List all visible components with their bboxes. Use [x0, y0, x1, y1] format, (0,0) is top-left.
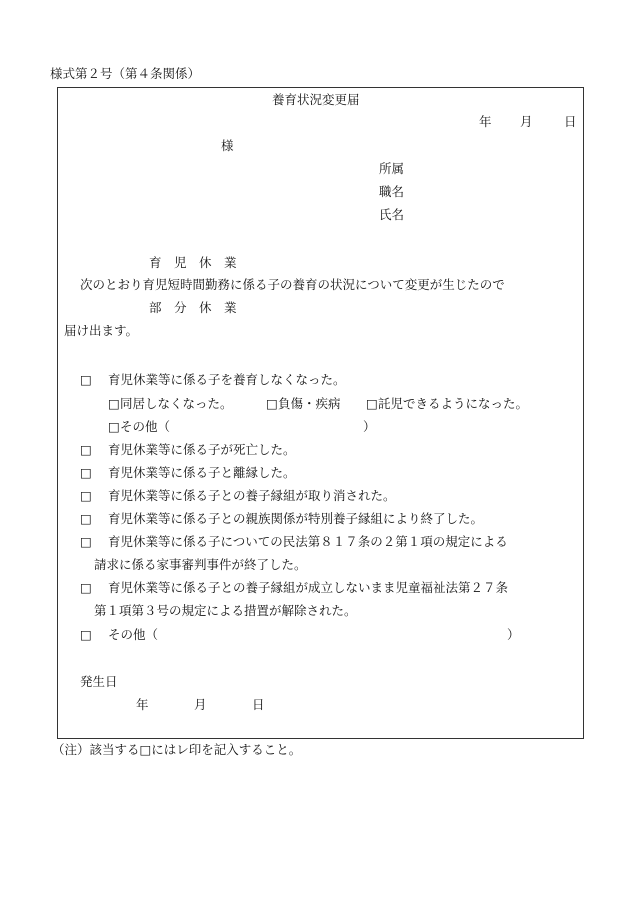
date-day-label: 日	[564, 114, 577, 129]
date-month-label: 月	[520, 114, 533, 129]
leave-type-childcare: 育 児 休 業	[149, 255, 237, 270]
position-label: 職名	[379, 184, 405, 199]
checkbox-daycare[interactable]: □	[366, 396, 378, 411]
item-1-text: 育児休業等に係る子を養育しなくなった。	[108, 372, 346, 387]
checkbox-item-1[interactable]: □	[80, 372, 92, 387]
item-6-text: 育児休業等に係る子についての民法第８１７条の２第１項の規定による	[108, 534, 508, 549]
sub-option-no-cohabit: 同居しなくなった。	[120, 396, 233, 411]
item-5-text: 育児休業等に係る子との親族関係が特別養子縁組により終了した。	[108, 511, 484, 526]
checkbox-item-2[interactable]: □	[80, 442, 92, 457]
footnote: （注）該当する□にはレ印を記入すること。	[52, 742, 302, 757]
checkbox-item-other[interactable]: □	[80, 627, 92, 642]
checkbox-item-3[interactable]: □	[80, 465, 92, 480]
checkbox-item-7[interactable]: □	[80, 580, 92, 595]
item-other-close: ）	[507, 627, 520, 642]
sub-option-other: その他（	[120, 419, 171, 434]
name-label: 氏名	[379, 207, 405, 222]
item-2-text: 育児休業等に係る子が死亡した。	[108, 442, 296, 457]
sub-option-injury: 負傷・疾病	[278, 396, 341, 411]
addressee-label: 様	[221, 138, 234, 153]
item-other-text: その他（	[108, 627, 159, 642]
checkbox-item-5[interactable]: □	[80, 511, 92, 526]
leave-type-partial: 部 分 休 業	[149, 300, 237, 315]
sub-option-other-close: ）	[363, 419, 376, 434]
checkbox-item-4[interactable]: □	[80, 488, 92, 503]
checkbox-sub-other[interactable]: □	[108, 419, 120, 434]
affiliation-label: 所属	[379, 161, 405, 176]
intro-end: 届け出ます。	[64, 323, 139, 338]
sub-option-daycare: 託児できるようになった。	[378, 396, 529, 411]
item-7-continuation: 第１項第３号の規定による措置が解除された。	[94, 603, 357, 618]
item-7-text: 育児休業等に係る子との養子縁組が成立しないまま児童福祉法第２７条	[108, 580, 509, 595]
checkbox-injury[interactable]: □	[266, 396, 278, 411]
intro-line: 次のとおり育児短時間勤務に係る子の養育の状況について変更が生じたので	[80, 277, 505, 292]
item-3-text: 育児休業等に係る子と離縁した。	[108, 465, 296, 480]
page-title: 養育状況変更届	[272, 92, 360, 107]
occurrence-month-label: 月	[194, 697, 207, 712]
checkbox-item-6[interactable]: □	[80, 534, 92, 549]
checkbox-no-cohabit[interactable]: □	[108, 396, 120, 411]
item-6-continuation: 請求に係る家事審判事件が終了した。	[94, 557, 307, 572]
item-4-text: 育児休業等に係る子との養子縁組が取り消された。	[108, 488, 396, 503]
form-number: 様式第２号（第４条関係）	[50, 66, 201, 81]
occurrence-day-label: 日	[252, 697, 265, 712]
date-year-label: 年	[479, 114, 492, 129]
occurrence-label: 発生日	[80, 674, 118, 689]
occurrence-year-label: 年	[136, 697, 149, 712]
